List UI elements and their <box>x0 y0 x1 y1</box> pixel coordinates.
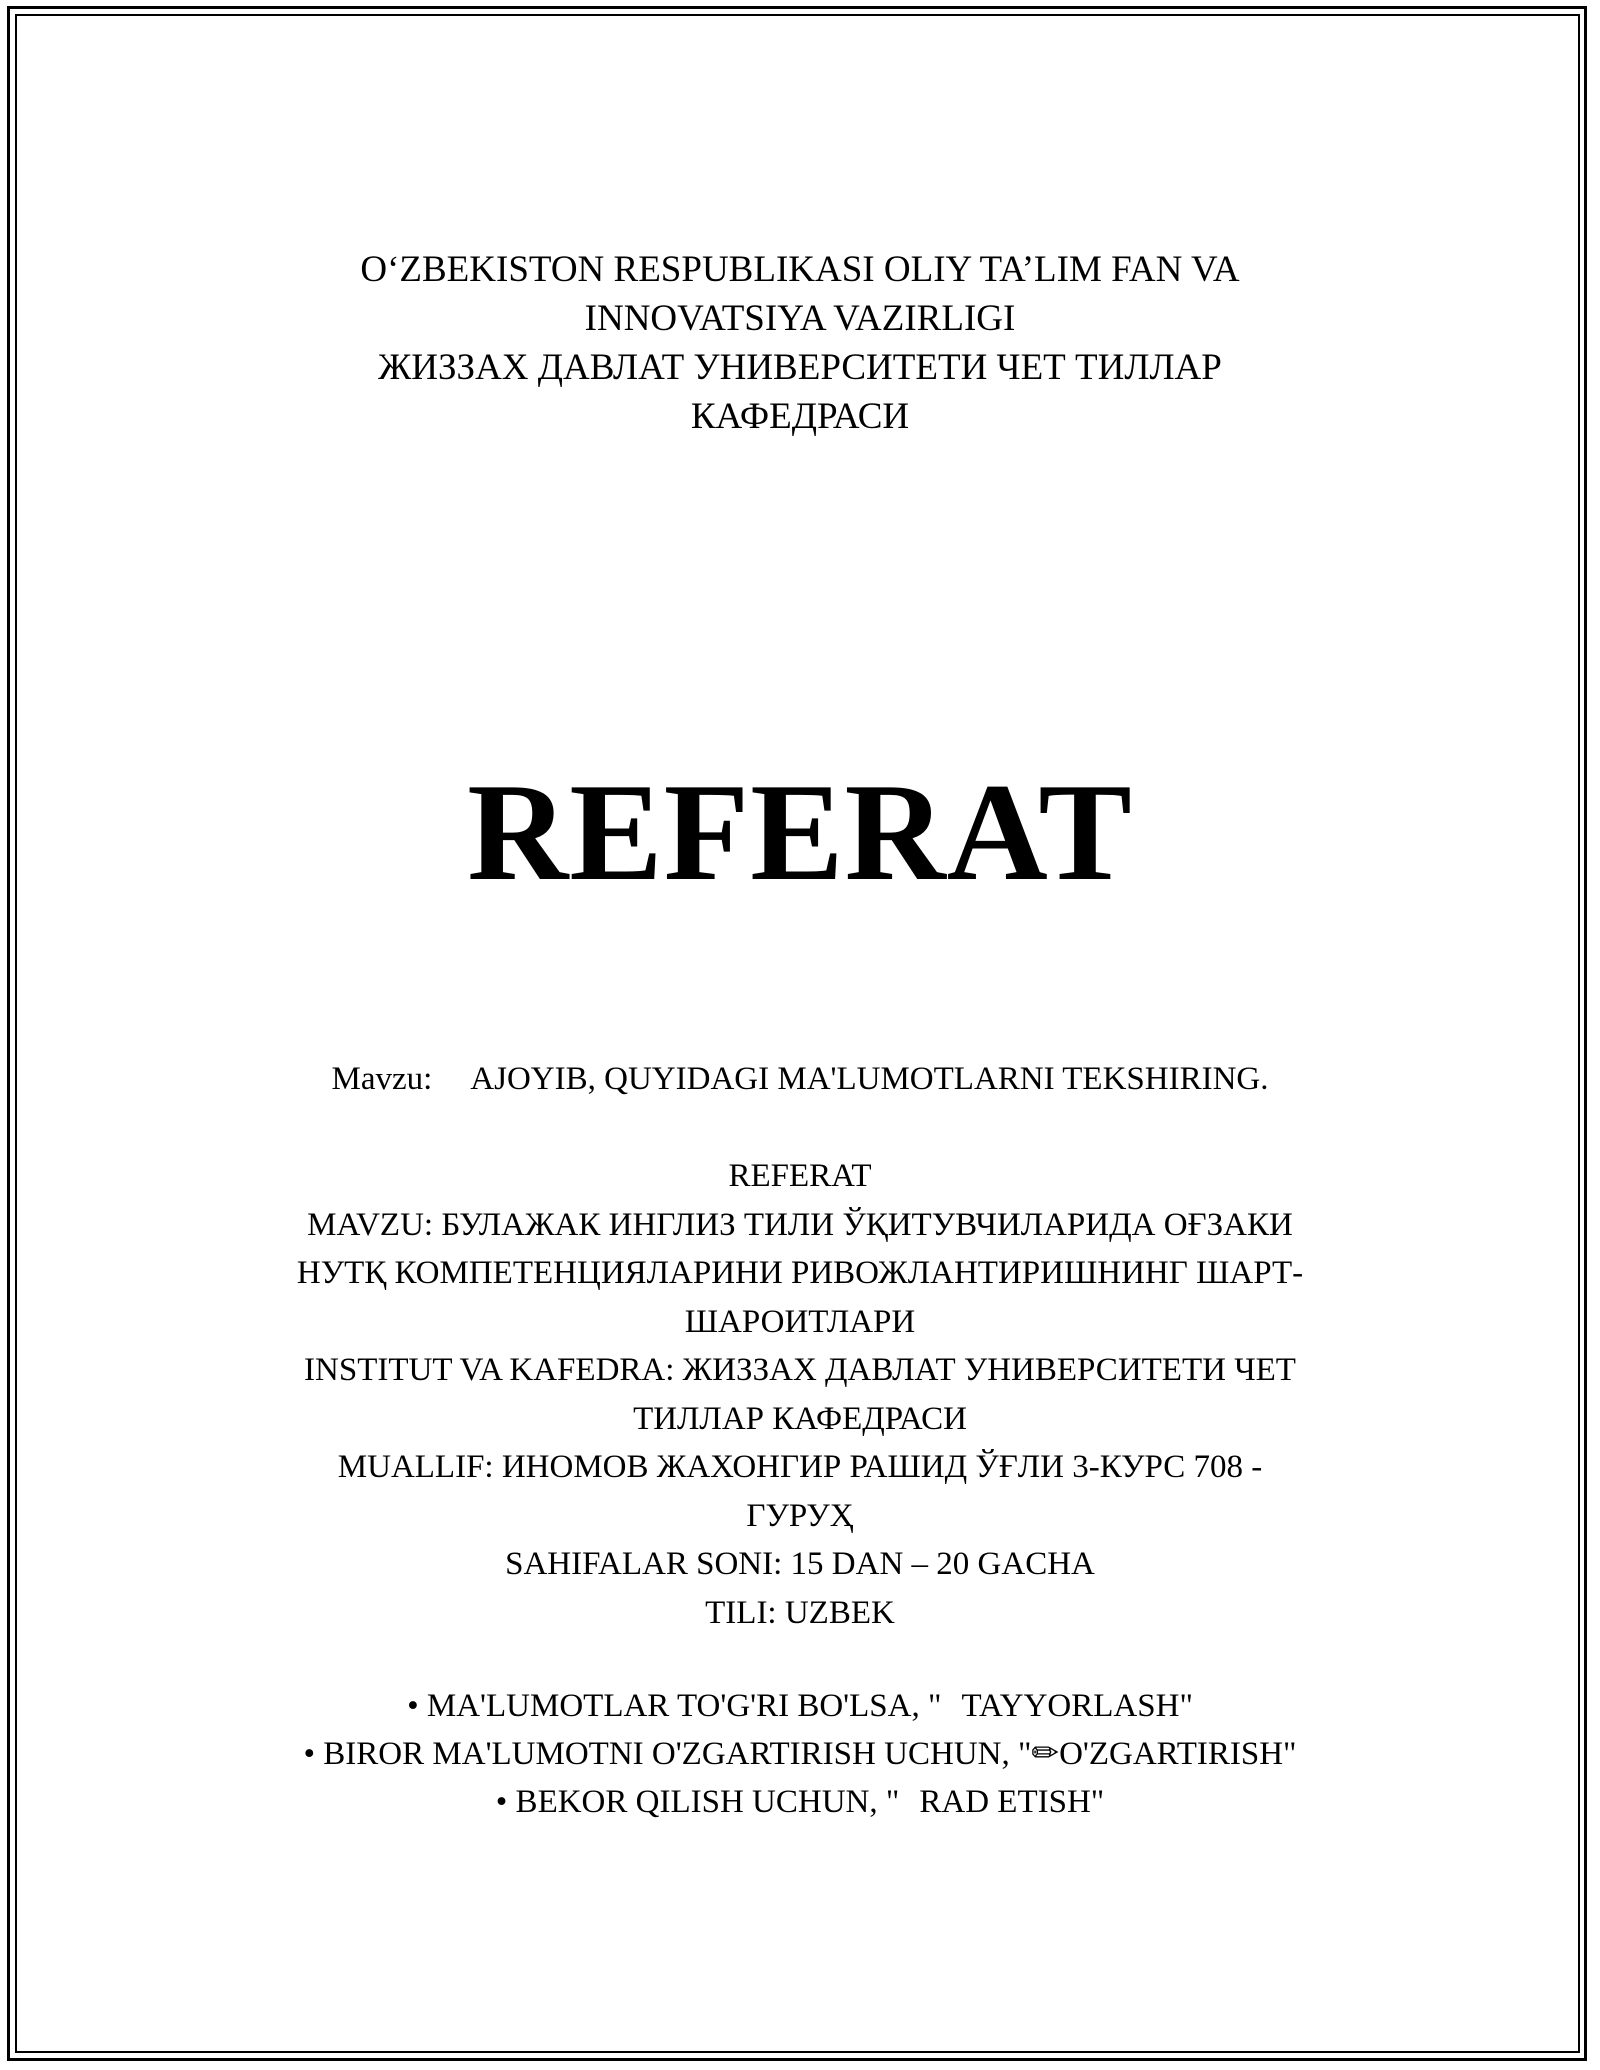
muallif-line-2: ГУРУҲ <box>746 1497 854 1534</box>
mavzu-line-1: MAVZU: БУЛАЖАК ИНГЛИЗ ТИЛИ ЎҚИТУВЧИЛАРИДА ОҒЗАКИ <box>307 1206 1293 1243</box>
confirm-prefix: • MA'LUMOTLAR TO'G'RI BO'LSA, " <box>407 1688 942 1724</box>
mavzu-line-2: НУТҚ КОМПЕТЕНЦИЯЛАРИНИ РИВОЖЛАНТИРИШНИНГ ШАРТ- <box>296 1255 1304 1291</box>
cancel-label: RAD ETISH" <box>919 1784 1105 1820</box>
ministry-header <box>0 245 1600 441</box>
details-heading: REFERAT <box>728 1158 872 1194</box>
edit-label: ✏O'ZGARTIRISH" <box>1031 1736 1297 1772</box>
header-line-4: КАФЕДРАСИ <box>690 396 910 437</box>
topic-value: AJOYIB, QUYIDAGI MA'LUMOTLARNI TEKSHIRING. <box>470 1061 1269 1097</box>
edit-prefix: • BIROR MA'LUMOTNI O'ZGARTIRISH UCHUN, " <box>303 1736 1032 1772</box>
topic-label: Mavzu: <box>331 1061 433 1097</box>
document-title: REFERAT <box>467 755 1133 910</box>
edit-instruction <box>0 1730 1600 1778</box>
muallif-line-1: MUALLIF: ИНОМОВ ЖАХОНГИР РАШИД ЎҒЛИ 3-КУРС 708 - <box>337 1449 1263 1485</box>
institut-line-2: ТИЛЛАР КАФЕДРАСИ <box>633 1400 967 1437</box>
header-line-3: ЖИЗЗАХ ДАВЛАТ УНИВЕРСИТЕТИ ЧЕТ ТИЛЛАР <box>378 347 1222 388</box>
referat-details <box>0 1152 1600 1637</box>
pages-count: SAHIFALAR SONI: 15 DAN – 20 GACHA <box>505 1546 1095 1582</box>
cancel-instruction <box>0 1778 1600 1826</box>
institut-line-1: INSTITUT VA KAFEDRA: ЖИЗЗАХ ДАВЛАТ УНИВЕРСИТЕТИ ЧЕТ <box>304 1352 1296 1388</box>
action-instructions <box>0 1682 1600 1826</box>
header-line-2: INNOVATSIYA VAZIRLIGI <box>584 298 1016 339</box>
mavzu-line-3: ШАРОИТЛАРИ <box>684 1303 916 1340</box>
header-line-1: O‘ZBEKISTON RESPUBLIKASI OLIY TA’LIM FAN VA <box>360 249 1240 290</box>
language: TILI: UZBEK <box>705 1594 895 1631</box>
confirm-instruction <box>0 1682 1600 1730</box>
topic-line <box>0 1055 1600 1103</box>
cancel-prefix: • BEKOR QILISH UCHUN, " <box>495 1784 900 1820</box>
confirm-label: TAYYORLASH" <box>961 1688 1193 1724</box>
